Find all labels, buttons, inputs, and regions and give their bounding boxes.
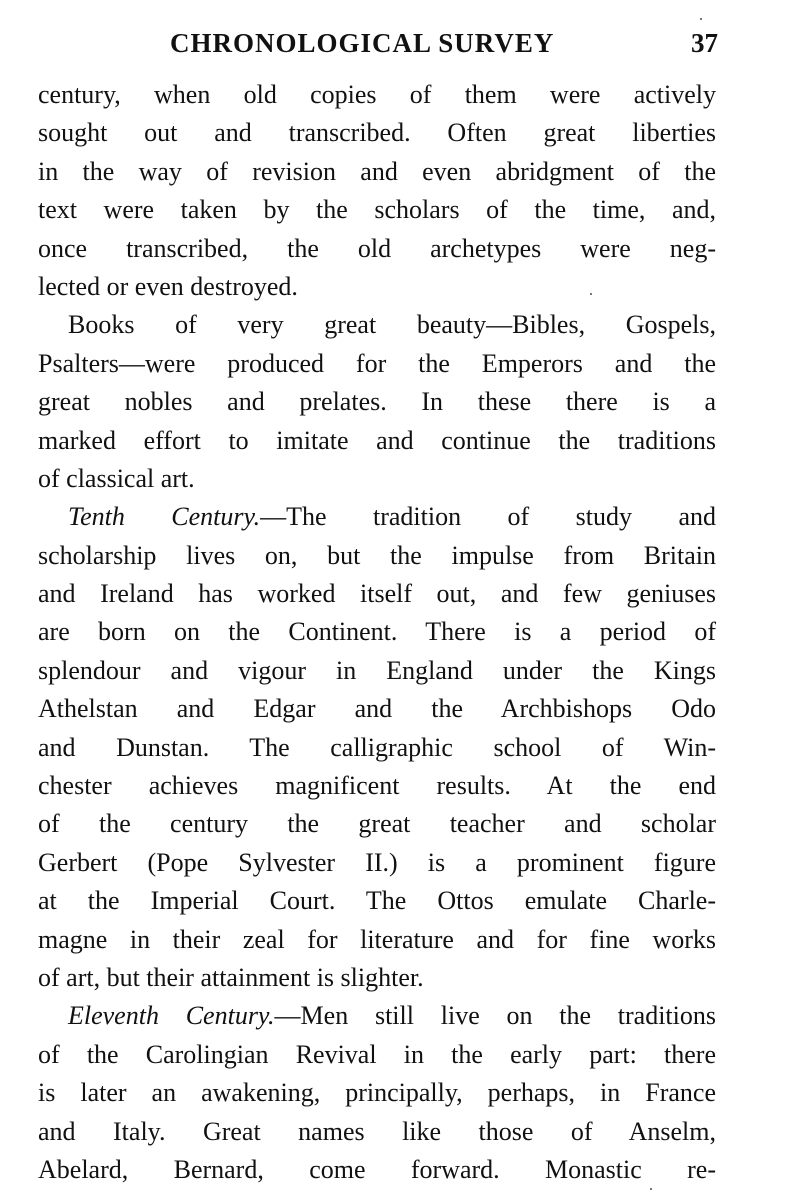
text-line-with-heading <box>38 997 716 1035</box>
text-line: sought out and transcribed. Often great liberties <box>38 118 716 148</box>
text-line: chester achieves magnificent results. At the end <box>38 771 716 801</box>
scan-speck <box>590 293 592 295</box>
text-line: once transcribed, the old archetypes were neg- <box>38 233 716 263</box>
text-line: splendour and vigour in England under the Kings <box>38 655 716 685</box>
text-run: —Men still live on the traditions <box>274 1001 716 1031</box>
paragraph-eleventh-century <box>38 997 716 1189</box>
running-title: CHRONOLOGICAL SURVEY <box>170 28 555 58</box>
text-line: Abelard, Bernard, come forward. Monastic re- <box>38 1154 716 1184</box>
text-line: and Ireland has worked itself out, and few geniuses <box>38 579 716 609</box>
text-line: lected or even destroyed. <box>38 271 298 301</box>
text-line: Psalters—were produced for the Emperors and the <box>38 348 716 378</box>
text-line: great nobles and prelates. In these there is a <box>38 387 716 417</box>
book-page <box>38 28 716 1189</box>
text-line: text were taken by the scholars of the time, and, <box>38 195 716 225</box>
section-heading-eleventh-century: Eleventh Century. <box>68 1001 275 1031</box>
scan-speck <box>650 1188 652 1190</box>
text-run: —The tradition of study and <box>260 502 716 532</box>
text-line: century, when old copies of them were actively <box>38 80 716 109</box>
text-line: of art, but their attainment is slighter. <box>38 962 424 992</box>
text-line: of classical art. <box>38 463 195 493</box>
scan-speck <box>700 18 702 20</box>
text-line: in the way of revision and even abridgment of the <box>38 156 716 186</box>
text-line: scholarship lives on, but the impulse from Britain <box>38 540 716 570</box>
page-number: 37 <box>691 28 718 58</box>
text-line: of the century the great teacher and scholar <box>38 809 716 839</box>
text-line: are born on the Continent. There is a period of <box>38 617 716 647</box>
text-line: of the Carolingian Revival in the early part: there <box>38 1039 716 1069</box>
text-line: and Italy. Great names like those of Anselm, <box>38 1116 716 1146</box>
text-line: at the Imperial Court. The Ottos emulate Charle- <box>38 886 716 916</box>
text-line: marked effort to imitate and continue the traditions <box>38 425 716 455</box>
running-header <box>38 28 716 66</box>
text-line-with-heading <box>38 498 716 536</box>
text-line: Athelstan and Edgar and the Archbishops Odo <box>38 694 716 724</box>
text-line: magne in their zeal for literature and for fine works <box>38 924 716 954</box>
text-line: and Dunstan. The calligraphic school of Win- <box>38 732 716 762</box>
section-heading-tenth-century: Tenth Century. <box>68 502 261 532</box>
paragraph-2 <box>38 306 716 498</box>
text-line: Gerbert (Pope Sylvester II.) is a prominent figure <box>38 847 716 877</box>
text-line: is later an awakening, principally, perhaps, in France <box>38 1078 716 1108</box>
paragraph-tenth-century <box>38 498 716 997</box>
text-line: Books of very great beauty—Bibles, Gospels, <box>68 310 716 340</box>
paragraph-1 <box>38 76 716 306</box>
